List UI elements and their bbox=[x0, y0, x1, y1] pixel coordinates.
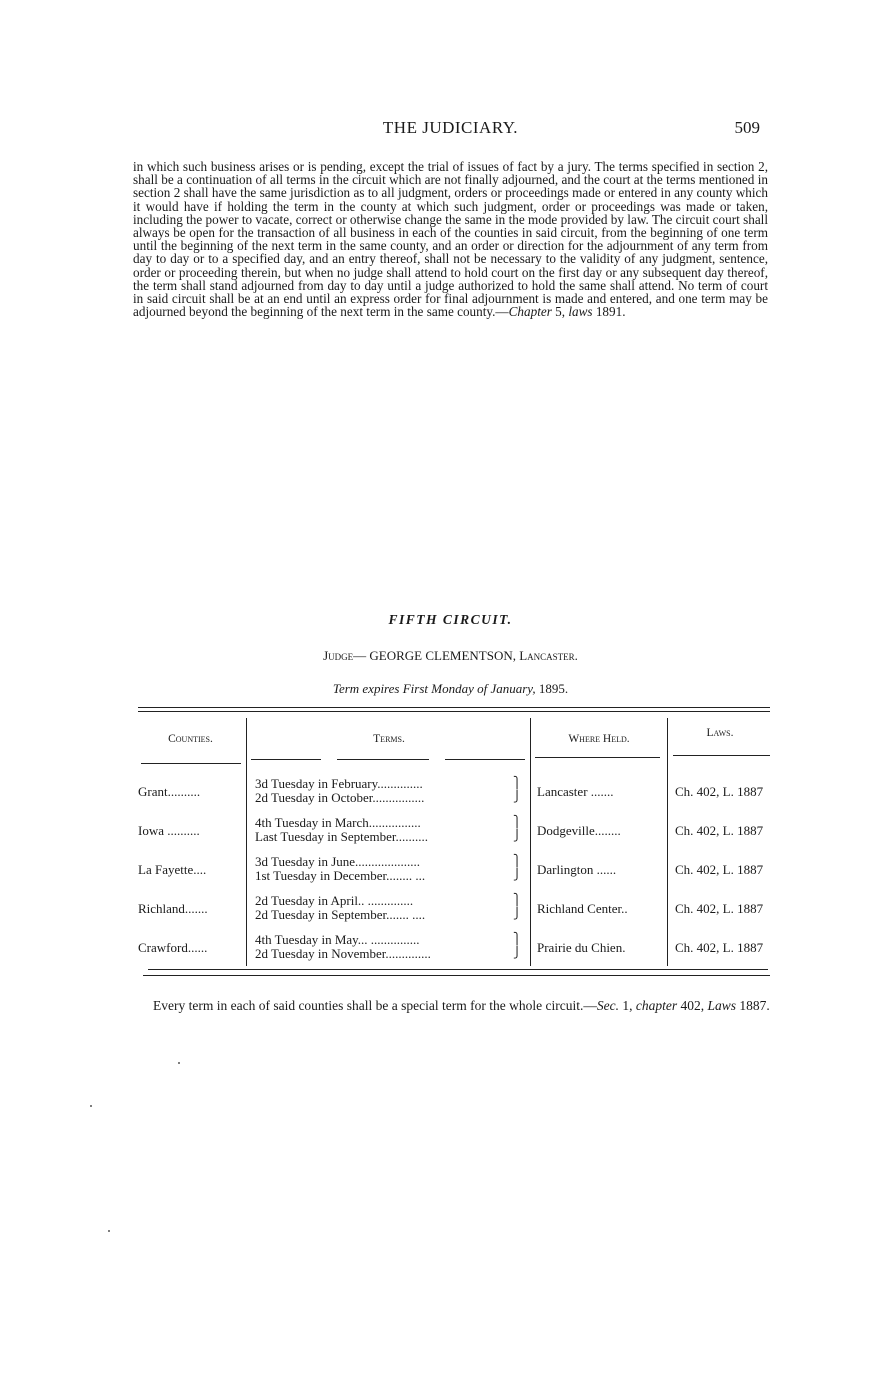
brace-icon: ⎫ ⎭ bbox=[513, 933, 522, 959]
table-top-rule-1 bbox=[138, 707, 770, 708]
term-text: Term expires First Monday of January, bbox=[332, 681, 539, 696]
term-1: 2d Tuesday in April.. .............. bbox=[255, 893, 414, 908]
circuit-title: FIFTH CIRCUIT. bbox=[388, 612, 513, 627]
terms-cell bbox=[255, 777, 424, 804]
footnote-chapter-num: 402, bbox=[677, 998, 708, 1013]
header-rule-counties bbox=[141, 763, 241, 764]
scan-speck bbox=[108, 1230, 110, 1232]
terms-cell bbox=[255, 894, 425, 921]
footnote-sec: Sec. bbox=[596, 998, 619, 1013]
judge-name: GEORGE CLEMENTSON, bbox=[369, 648, 520, 663]
header-rule-terms-3 bbox=[445, 759, 525, 760]
scan-speck bbox=[90, 1105, 92, 1107]
where-held-cell: Prairie du Chien. bbox=[537, 940, 626, 955]
term-2: 2d Tuesday in September....... .... bbox=[255, 906, 426, 922]
judge-line bbox=[133, 648, 768, 664]
judge-place: Lancaster. bbox=[519, 648, 578, 663]
county-cell: Richland....... bbox=[138, 901, 208, 916]
term-1: 4th Tuesday in March................ bbox=[255, 815, 421, 830]
term-2: 2d Tuesday in November.............. bbox=[255, 945, 431, 961]
footnote-sec-num: 1, bbox=[618, 998, 633, 1013]
laws-cell: Ch. 402, L. 1887 bbox=[675, 862, 764, 877]
table-bottom-rule-2 bbox=[143, 975, 770, 976]
page-number: 509 bbox=[734, 118, 760, 137]
citation-laws: laws bbox=[568, 304, 593, 320]
county-cell: Grant.......... bbox=[138, 784, 201, 799]
where-held-cell: Lancaster ....... bbox=[537, 784, 614, 799]
body-paragraph bbox=[133, 160, 768, 318]
terms-cell bbox=[255, 933, 431, 960]
term-2: 2d Tuesday in October................ bbox=[255, 789, 425, 805]
brace-icon: ⎫ ⎭ bbox=[513, 855, 522, 881]
column-header-counties: Counties. bbox=[168, 733, 213, 745]
body-text: in which such business arises or is pending, except the trial of issues of fact by a jury. The terms specified in section 2, shall be a continuation of all terms in the circuit which are not finally adjourned, and the court at the terms mentioned in section 2 shall have the same jurisdiction as to all judgment, orders or proceedings made or entered in any county which it would have if holding the term in the county at which such judgment, order or proceedings was made or taken, including the power to vacate, correct or otherwise change the same in the mode provided by law. The circuit court shall always be open for the transaction of all business in each of the counties in said circuit, from the beginning of one term until the beginning of the next term in the same county, and an order or direction for the adjournment of any term from day to day or to a specified day, and an entry thereof, shall not be necessary to the validity of any judgment, sentence, order or proceeding therein, but when no judge shall attend to hold court on the first day or any subsequent day thereof, the term shall stand adjourned from day to day until a judge authorized to hold the same shall attend. No term of court in said circuit shall be at an end until an express order for final adjournment is made and entered, and one term may be adjourned beyond the beginning of the next term in the same county.— bbox=[133, 159, 768, 320]
header-rule-laws bbox=[673, 755, 770, 756]
term-1: 4th Tuesday in May... ............... bbox=[255, 932, 420, 947]
laws-cell: Ch. 402, L. 1887 bbox=[675, 784, 764, 799]
citation-chapter: Chapter bbox=[508, 304, 552, 320]
table-row bbox=[133, 816, 773, 846]
judge-label: Judge bbox=[323, 648, 354, 663]
table-top-rule-2 bbox=[138, 711, 770, 712]
where-held-cell: Richland Center.. bbox=[537, 901, 628, 916]
brace-icon: ⎫ ⎭ bbox=[513, 816, 522, 842]
table-row bbox=[133, 855, 773, 885]
page-title: THE JUDICIARY. bbox=[382, 118, 519, 137]
laws-cell: Ch. 402, L. 1887 bbox=[675, 940, 764, 955]
where-held-cell: Darlington ...... bbox=[537, 862, 617, 877]
citation-year: 1891. bbox=[592, 304, 626, 320]
citation-number: 5, bbox=[551, 304, 569, 320]
term-1: 3d Tuesday in June.................... bbox=[255, 854, 421, 869]
table-bottom-rule-1 bbox=[148, 969, 768, 970]
footnote-text: Every term in each of said counties shall be a special term for the whole circuit.— bbox=[153, 998, 597, 1013]
terms-cell bbox=[255, 855, 425, 882]
term-expiry-line bbox=[133, 681, 768, 697]
laws-cell: Ch. 402, L. 1887 bbox=[675, 823, 764, 838]
county-cell: Iowa .......... bbox=[138, 823, 200, 838]
laws-cell: Ch. 402, L. 1887 bbox=[675, 901, 764, 916]
column-header-where-held: Where Held. bbox=[568, 733, 630, 745]
term-2: 1st Tuesday in December........ ... bbox=[255, 867, 426, 883]
judge-dash: — bbox=[353, 648, 370, 663]
county-cell: Crawford...... bbox=[138, 940, 208, 955]
table-row bbox=[133, 933, 773, 963]
where-held-cell: Dodgeville........ bbox=[537, 823, 621, 838]
column-header-laws: Laws. bbox=[706, 727, 734, 739]
header-rule-terms-1 bbox=[251, 759, 321, 760]
brace-icon: ⎫ ⎭ bbox=[513, 777, 522, 803]
footnote bbox=[133, 998, 773, 1013]
header-rule-terms-2 bbox=[337, 759, 429, 760]
footnote-laws: Laws bbox=[707, 998, 736, 1013]
term-year: 1895. bbox=[538, 681, 569, 696]
running-header bbox=[133, 118, 768, 140]
brace-icon: ⎫ ⎭ bbox=[513, 894, 522, 920]
term-1: 3d Tuesday in February.............. bbox=[255, 776, 423, 791]
terms-cell bbox=[255, 816, 428, 843]
table-row bbox=[133, 777, 773, 807]
footnote-year: 1887. bbox=[735, 998, 770, 1013]
column-header-terms: Terms. bbox=[373, 733, 405, 745]
footnote-chapter: chapter bbox=[635, 998, 678, 1013]
county-cell: La Fayette.... bbox=[138, 862, 207, 877]
header-rule-where bbox=[535, 757, 660, 758]
table-row bbox=[133, 894, 773, 924]
scan-speck bbox=[178, 1062, 180, 1064]
term-2: Last Tuesday in September.......... bbox=[255, 828, 428, 844]
